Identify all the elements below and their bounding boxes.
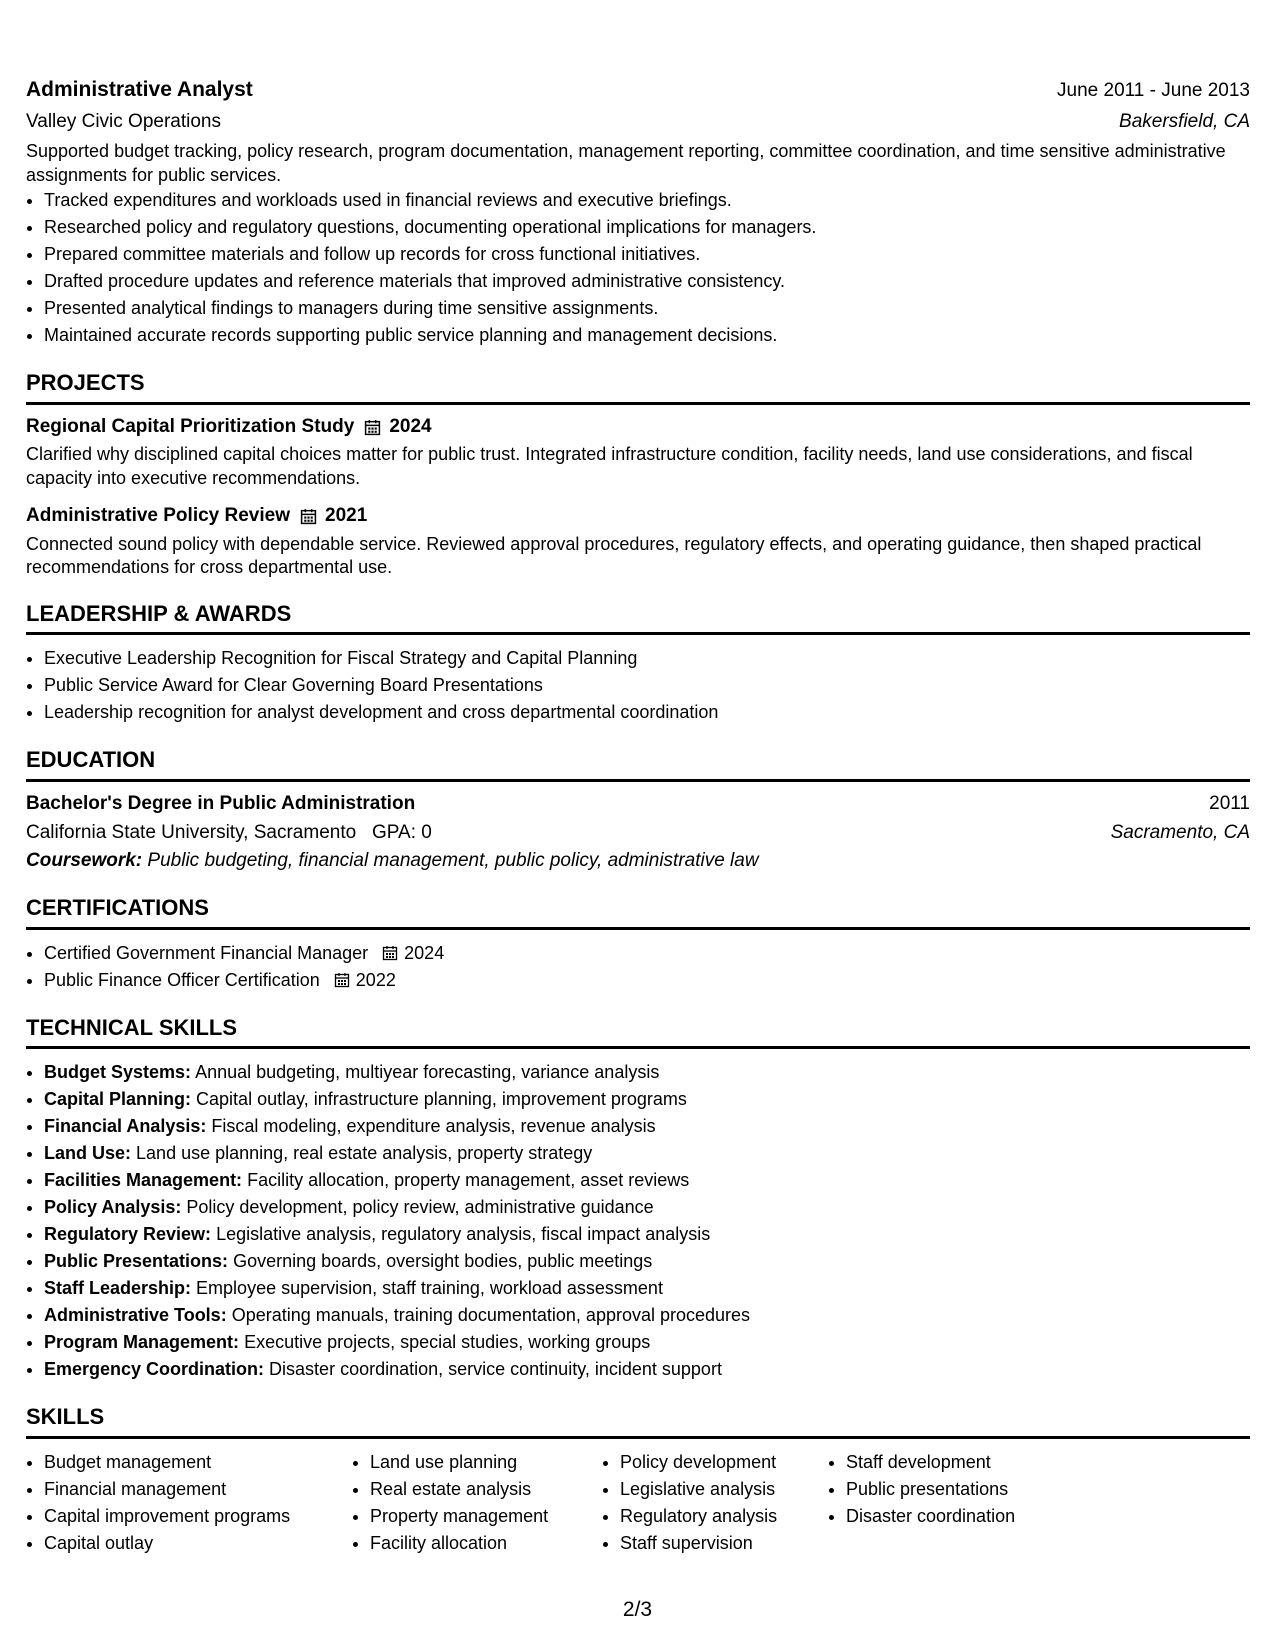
list-item: • Regulatory analysis	[620, 1503, 828, 1530]
skills-column	[352, 1449, 602, 1557]
skill-text: Legislative analysis, regulatory analysis, fiscal impact analysis	[216, 1224, 711, 1245]
job-bullets	[26, 187, 1250, 349]
coursework-label: Coursework:	[26, 850, 143, 872]
technical-skills-section	[26, 1014, 1250, 1384]
project-entry	[26, 415, 1250, 490]
skill-label: Capital Planning:	[44, 1089, 192, 1110]
skills-grid	[26, 1449, 1250, 1557]
project-title: Regional Capital Prioritization Study	[26, 415, 355, 437]
skill-label: Facilities Management:	[44, 1170, 243, 1191]
section-heading: PROJECTS	[26, 369, 1250, 405]
skill-label: Land Use:	[44, 1143, 132, 1164]
list-item: • Policy development	[620, 1449, 828, 1476]
skill-label: Public Presentations:	[44, 1251, 229, 1272]
calendar-icon	[364, 419, 381, 436]
section-heading: SKILLS	[26, 1403, 1250, 1439]
list-item	[44, 1059, 1250, 1086]
cert-name: • Certified Government Financial Manager	[44, 942, 369, 963]
skill-text: Executive projects, special studies, working groups	[244, 1332, 651, 1353]
coursework-text: Public budgeting, financial management, public policy, administrative law	[147, 850, 759, 872]
skill-text: Disaster coordination, service continuity, incident support	[269, 1359, 722, 1380]
list-item: • Staff development	[846, 1449, 1066, 1476]
calendar-icon	[300, 508, 317, 525]
education-section	[26, 746, 1250, 874]
gpa: GPA: 0	[372, 821, 432, 843]
calendar-icon	[382, 945, 398, 961]
cert-year: 2022	[355, 969, 396, 990]
skills-section	[26, 1403, 1250, 1557]
list-item: • Leadership recognition for analyst development and cross departmental coordination	[44, 699, 1250, 726]
list-item: • Financial management	[44, 1476, 352, 1503]
list-item: • Legislative analysis	[620, 1476, 828, 1503]
list-item: • Prepared committee materials and follow up records for cross functional initiatives.	[44, 241, 1250, 268]
section-heading: LEADERSHIP & AWARDS	[26, 600, 1250, 636]
school-name: California State University, Sacramento	[26, 821, 357, 843]
skill-label: Financial Analysis:	[44, 1116, 207, 1137]
coursework-line	[26, 849, 1250, 874]
job-company: Valley Civic Operations	[26, 110, 222, 132]
list-item: • Property management	[370, 1503, 602, 1530]
certifications-section	[26, 894, 1250, 994]
list-item: • Public presentations	[846, 1476, 1066, 1503]
page-number: 2/3	[622, 1598, 653, 1621]
skills-column	[26, 1449, 352, 1557]
list-item: • Capital improvement programs	[44, 1503, 352, 1530]
list-item	[44, 1194, 1250, 1221]
list-item: • Executive Leadership Recognition for Fiscal Strategy and Capital Planning	[44, 645, 1250, 672]
project-description: Clarified why disciplined capital choices matter for public trust. Integrated infrastructure condition, facility needs, land use considerations, and fiscal capacity into executive recommendations.	[26, 444, 1193, 488]
skill-text: Facility allocation, property management, asset reviews	[247, 1170, 690, 1191]
list-item	[44, 1248, 1250, 1275]
project-entry	[26, 504, 1250, 579]
skill-label: Budget Systems:	[44, 1062, 192, 1083]
cert-name: • Public Finance Officer Certification	[44, 969, 320, 990]
list-item: • Presented analytical findings to managers during time sensitive assignments.	[44, 295, 1250, 322]
list-item	[44, 1167, 1250, 1194]
section-heading: EDUCATION	[26, 746, 1250, 782]
skill-text: Land use planning, real estate analysis, property strategy	[136, 1143, 593, 1164]
skill-text: Fiscal modeling, expenditure analysis, revenue analysis	[211, 1116, 656, 1137]
project-date: 2021	[300, 504, 367, 529]
projects-section	[26, 369, 1250, 580]
education-year: 2011	[1209, 792, 1250, 814]
list-item	[44, 940, 1250, 967]
job-entry	[26, 76, 1250, 349]
list-item: • Staff supervision	[620, 1530, 828, 1557]
skill-text: Capital outlay, infrastructure planning, improvement programs	[196, 1089, 687, 1110]
skill-label: Emergency Coordination:	[44, 1359, 265, 1380]
school-line	[26, 821, 432, 846]
skills-column	[828, 1449, 1066, 1557]
section-heading: CERTIFICATIONS	[26, 894, 1250, 930]
skill-text: Governing boards, oversight bodies, public meetings	[233, 1251, 653, 1272]
calendar-icon	[334, 972, 350, 988]
project-description: Connected sound policy with dependable service. Reviewed approval procedures, regulatory effects, and operating guidance, then shaped practical recommendations for cross departmental use.	[26, 533, 1202, 578]
skills-column	[602, 1449, 828, 1557]
education-location: Sacramento, CA	[1110, 821, 1250, 843]
list-item: • Maintained accurate records supporting public service planning and management decisions.	[44, 322, 1250, 349]
leadership-list	[26, 645, 1250, 726]
list-item: • Real estate analysis	[370, 1476, 602, 1503]
list-item: • Disaster coordination	[846, 1503, 1066, 1530]
skill-label: Regulatory Review:	[44, 1224, 212, 1245]
section-heading: TECHNICAL SKILLS	[26, 1014, 1250, 1050]
resume-page	[26, 76, 1250, 1557]
job-summary: Supported budget tracking, policy research, program documentation, management reporting, committee coordination, and time sensitive administrative assignments for public services.	[26, 141, 1226, 185]
list-item: • Drafted procedure updates and reference materials that improved administrative consistency.	[44, 268, 1250, 295]
list-item: • Land use planning	[370, 1449, 602, 1476]
list-item: • Capital outlay	[44, 1530, 352, 1557]
list-item	[44, 1113, 1250, 1140]
list-item: • Tracked expenditures and workloads used in financial reviews and executive briefings.	[44, 187, 1250, 214]
list-item	[44, 967, 1250, 994]
job-dates: June 2011 - June 2013	[1057, 80, 1250, 101]
list-item	[44, 1329, 1250, 1356]
technical-skills-list	[26, 1059, 1250, 1383]
list-item	[44, 1140, 1250, 1167]
list-item	[44, 1086, 1250, 1113]
project-date: 2024	[364, 415, 431, 440]
cert-year: 2024	[404, 942, 445, 963]
job-title: Administrative Analyst	[26, 78, 253, 101]
skill-label: Administrative Tools:	[44, 1305, 227, 1326]
skill-text: Policy development, policy review, administrative guidance	[186, 1197, 654, 1218]
list-item	[44, 1356, 1250, 1383]
list-item	[44, 1221, 1250, 1248]
skill-text: Operating manuals, training documentation, approval procedures	[231, 1305, 751, 1326]
list-item: • Public Service Award for Clear Governing Board Presentations	[44, 672, 1250, 699]
list-item: • Budget management	[44, 1449, 352, 1476]
skill-label: Staff Leadership:	[44, 1278, 192, 1299]
job-location: Bakersfield, CA	[1119, 110, 1250, 132]
project-title: Administrative Policy Review	[26, 505, 290, 527]
skill-text: Annual budgeting, multiyear forecasting, variance analysis	[195, 1062, 660, 1083]
list-item	[44, 1275, 1250, 1302]
list-item: • Facility allocation	[370, 1530, 602, 1557]
list-item	[44, 1302, 1250, 1329]
leadership-section	[26, 600, 1250, 727]
skill-label: Policy Analysis:	[44, 1197, 182, 1218]
degree-title: Bachelor's Degree in Public Administration	[26, 792, 416, 814]
skill-label: Program Management:	[44, 1332, 240, 1353]
certifications-list	[26, 940, 1250, 994]
list-item: • Researched policy and regulatory questions, documenting operational implications for managers.	[44, 214, 1250, 241]
skill-text: Employee supervision, staff training, workload assessment	[196, 1278, 663, 1299]
